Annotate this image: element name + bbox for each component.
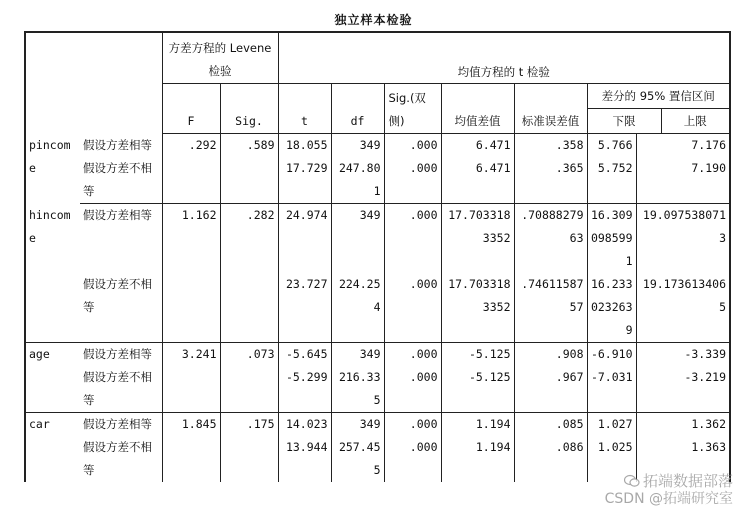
cell-mean-diff: 17.7033183352: [441, 273, 514, 343]
variable-name: hincome: [25, 204, 80, 343]
cell-t: 24.974: [278, 204, 331, 274]
cell-se-diff: .365: [514, 157, 587, 204]
cell-t: 17.729: [278, 157, 331, 204]
cell-sig2: .000: [384, 343, 441, 367]
cell-upper: -3.219: [636, 366, 730, 413]
cell-F: [162, 436, 220, 482]
cell-lower: 5.752: [587, 157, 636, 204]
cell-df: 349: [331, 204, 384, 274]
ci-header: [587, 84, 730, 134]
cell-se-diff: .358: [514, 134, 587, 158]
cell-F: 3.241: [162, 343, 220, 367]
cell-F: 1.162: [162, 204, 220, 274]
variable-name: car: [25, 413, 80, 483]
cell-mean-diff: 6.471: [441, 134, 514, 158]
cell-sig: [220, 436, 278, 482]
cell-df: 216.335: [331, 366, 384, 413]
cell-mean-diff: 1.194: [441, 413, 514, 437]
ci-group-header: 差分的 95% 置信区间: [588, 84, 730, 109]
cell-F: .292: [162, 134, 220, 158]
row-label: 假设方差相等: [83, 417, 152, 431]
cell-upper: 19.0975380713: [636, 204, 730, 274]
cell-mean-diff: -5.125: [441, 343, 514, 367]
variable-name: pincome: [25, 134, 80, 204]
cell-sig: .589: [220, 134, 278, 158]
row-label: 假设方差不相等: [83, 440, 152, 477]
col-F-header: F: [162, 84, 220, 134]
cell-sig2: .000: [384, 204, 441, 274]
cell-t: 23.727: [278, 273, 331, 343]
row-label: 假设方差不相等: [80, 366, 162, 413]
cell-sig2: .000: [384, 134, 441, 158]
cell-t: 18.055: [278, 134, 331, 158]
cell-lower: 16.2330232639: [587, 273, 636, 343]
cell-mean-diff: 6.471: [441, 157, 514, 204]
col-t-header: t: [278, 84, 331, 134]
independent-samples-test-table: [24, 31, 731, 482]
col-upper-header: 上限: [661, 109, 730, 133]
cell-se-diff: .967: [514, 366, 587, 413]
wechat-icon: [624, 474, 640, 488]
cell-se-diff: .7461158757: [514, 273, 587, 343]
cell-lower: -7.031: [587, 366, 636, 413]
watermark-line2: CSDN @拓端研究室: [604, 491, 733, 507]
col-se-diff-header: 标准误差值: [514, 84, 587, 134]
cell-mean-diff: -5.125: [441, 366, 514, 413]
cell-sig2: .000: [384, 273, 441, 343]
cell-t: -5.645: [278, 343, 331, 367]
cell-F: [162, 273, 220, 343]
cell-mean-diff: 1.194: [441, 436, 514, 482]
cell-df: 349: [331, 343, 384, 367]
cell-mean-diff: 17.7033183352: [441, 204, 514, 274]
cell-sig: [220, 157, 278, 204]
corner-cell: [25, 32, 162, 134]
cell-sig: .073: [220, 343, 278, 367]
levene-header: 方差方程的 Levene 检验: [162, 32, 278, 84]
col-mean-diff-header: 均值差值: [441, 84, 514, 134]
cell-upper: 7.176: [636, 134, 730, 158]
cell-sig: .175: [220, 413, 278, 437]
cell-sig2: .000: [384, 413, 441, 437]
row-label: 假设方差相等: [83, 137, 152, 152]
cell-upper: 19.1736134065: [636, 273, 730, 343]
cell-t: 13.944: [278, 436, 331, 482]
cell-lower: 1.027: [587, 413, 636, 437]
table-title: 独立样本检验: [334, 13, 413, 27]
cell-se-diff: .908: [514, 343, 587, 367]
col-sig-header: Sig.: [220, 84, 278, 134]
cell-F: [162, 366, 220, 413]
col-df-header: df: [331, 84, 384, 134]
cell-t: -5.299: [278, 366, 331, 413]
cell-sig2: .000: [384, 157, 441, 204]
col-lower-header: 下限: [612, 114, 636, 128]
cell-lower: 1.025: [587, 436, 636, 482]
ttest-header: 均值方程的 t 检验: [278, 55, 730, 84]
cell-df: 247.801: [331, 157, 384, 204]
cell-t: 14.023: [278, 413, 331, 437]
header-spacer: [278, 32, 730, 55]
cell-df: 349: [331, 134, 384, 158]
row-label: 假设方差不相等: [80, 157, 162, 204]
cell-df: 224.254: [331, 273, 384, 343]
row-label: 假设方差不相等: [80, 273, 162, 343]
cell-df: 257.455: [331, 436, 384, 482]
cell-upper: 7.190: [636, 157, 730, 204]
cell-sig2: .000: [384, 366, 441, 413]
cell-sig2: .000: [384, 436, 441, 482]
col-sig2-header: Sig.(双侧): [384, 84, 441, 134]
cell-F: [162, 157, 220, 204]
cell-df: 349: [331, 413, 384, 437]
variable-name: age: [25, 343, 80, 413]
cell-F: 1.845: [162, 413, 220, 437]
cell-lower: -6.910: [587, 343, 636, 367]
watermark-line1: 拓端数据部落: [642, 472, 733, 490]
cell-se-diff: .086: [514, 436, 587, 482]
row-label: 假设方差相等: [83, 347, 152, 361]
cell-lower: 16.3090985991: [587, 204, 636, 274]
cell-se-diff: .7088827963: [514, 204, 587, 274]
cell-lower: 5.766: [587, 134, 636, 158]
cell-sig: [220, 366, 278, 413]
cell-upper: 1.363: [636, 436, 730, 482]
cell-upper: -3.339: [636, 343, 730, 367]
cell-sig: .282: [220, 204, 278, 274]
cell-upper: 1.362: [636, 413, 730, 437]
cell-sig: [220, 273, 278, 343]
cell-se-diff: .085: [514, 413, 587, 437]
row-label: 假设方差相等: [83, 208, 152, 222]
